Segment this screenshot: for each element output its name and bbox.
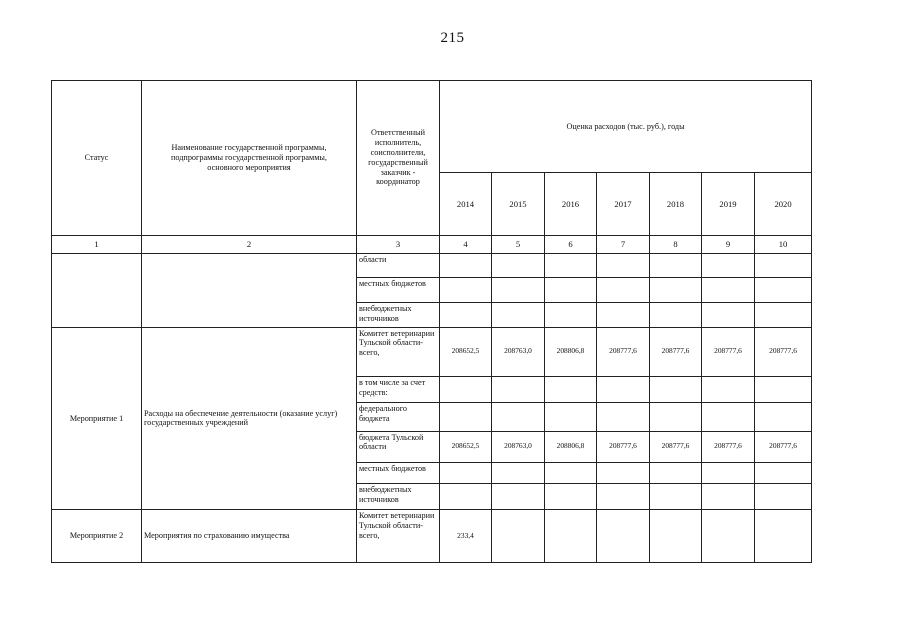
- value-cell: 208777,6: [755, 431, 812, 462]
- column-number: 2: [142, 235, 357, 253]
- value-cell: 208777,6: [702, 327, 755, 377]
- value-cell: [702, 462, 755, 483]
- status-cell: Мероприятие 2: [52, 510, 142, 563]
- funding-source-cell: федерального бюджета: [357, 403, 440, 431]
- value-cell: [650, 510, 702, 563]
- funding-source-cell: области: [357, 253, 440, 277]
- column-number: 6: [545, 235, 597, 253]
- value-cell: 208652,5: [440, 431, 492, 462]
- value-cell: [702, 303, 755, 327]
- year-cell: 2019: [702, 172, 755, 235]
- value-cell: [597, 278, 650, 303]
- year-cell: 2020: [755, 172, 812, 235]
- value-cell: [650, 278, 702, 303]
- value-cell: 208763,0: [492, 431, 545, 462]
- value-cell: [702, 484, 755, 510]
- value-cell: [755, 510, 812, 563]
- value-cell: 208806,8: [545, 327, 597, 377]
- value-cell: 208763,0: [492, 327, 545, 377]
- value-cell: [492, 253, 545, 277]
- value-cell: 208777,6: [597, 431, 650, 462]
- value-cell: [650, 303, 702, 327]
- value-cell: [545, 253, 597, 277]
- value-cell: [440, 403, 492, 431]
- year-cell: 2015: [492, 172, 545, 235]
- year-cell: 2017: [597, 172, 650, 235]
- value-cell: [702, 377, 755, 403]
- value-cell: [440, 377, 492, 403]
- funding-source-cell: внебюджетных источников: [357, 484, 440, 510]
- value-cell: [545, 484, 597, 510]
- value-cell: [755, 484, 812, 510]
- value-cell: [492, 377, 545, 403]
- column-number: 9: [702, 235, 755, 253]
- table-row: [52, 253, 812, 277]
- value-cell: [597, 403, 650, 431]
- funding-source-cell: бюджета Тульской области: [357, 431, 440, 462]
- value-cell: [492, 278, 545, 303]
- value-cell: [597, 253, 650, 277]
- value-cell: [702, 278, 755, 303]
- header-responsible: Ответственный исполнитель, соисполнители, государственный заказчик - координатор: [357, 81, 440, 236]
- value-cell: [545, 403, 597, 431]
- value-cell: [755, 303, 812, 327]
- value-cell: [650, 403, 702, 431]
- value-cell: [545, 377, 597, 403]
- column-number: 8: [650, 235, 702, 253]
- value-cell: [440, 462, 492, 483]
- value-cell: [650, 484, 702, 510]
- value-cell: [650, 377, 702, 403]
- column-number: 5: [492, 235, 545, 253]
- value-cell: [650, 253, 702, 277]
- column-number: 10: [755, 235, 812, 253]
- value-cell: [492, 303, 545, 327]
- value-cell: [545, 278, 597, 303]
- year-cell: 2016: [545, 172, 597, 235]
- value-cell: [755, 403, 812, 431]
- value-cell: 208777,6: [702, 431, 755, 462]
- value-cell: [597, 462, 650, 483]
- funding-source-cell: внебюджетных источников: [357, 303, 440, 327]
- year-cell: 2018: [650, 172, 702, 235]
- header-expenses: Оценка расходов (тыс. руб.), годы: [440, 81, 812, 173]
- year-cell: 2014: [440, 172, 492, 235]
- value-cell: [492, 510, 545, 563]
- value-cell: 208777,6: [650, 431, 702, 462]
- value-cell: [492, 484, 545, 510]
- value-cell: [492, 403, 545, 431]
- value-cell: 208777,6: [650, 327, 702, 377]
- value-cell: [702, 253, 755, 277]
- value-cell: [755, 253, 812, 277]
- value-cell: [440, 484, 492, 510]
- name-cell-empty: [142, 253, 357, 327]
- value-cell: [650, 462, 702, 483]
- value-cell: [597, 510, 650, 563]
- column-number: 4: [440, 235, 492, 253]
- value-cell: 208652,5: [440, 327, 492, 377]
- value-cell: [755, 377, 812, 403]
- value-cell: 233,4: [440, 510, 492, 563]
- status-cell: Мероприятие 1: [52, 327, 142, 510]
- funding-source-cell: местных бюджетов: [357, 462, 440, 483]
- status-cell-empty: [52, 253, 142, 327]
- value-cell: [440, 303, 492, 327]
- measure-name-cell: Мероприятия по страхованию имущества: [142, 510, 357, 563]
- value-cell: [545, 303, 597, 327]
- value-cell: [440, 278, 492, 303]
- value-cell: [755, 278, 812, 303]
- value-cell: [440, 253, 492, 277]
- header-name: Наименование государственной программы, подпрограммы государственной программы, основного мероприятия: [142, 81, 357, 236]
- column-number: 7: [597, 235, 650, 253]
- column-number: 3: [357, 235, 440, 253]
- measure-name-cell: Расходы на обеспечение деятельности (оказание услуг) государственных учреждений: [142, 327, 357, 510]
- value-cell: [702, 510, 755, 563]
- value-cell: [492, 462, 545, 483]
- value-cell: 208806,8: [545, 431, 597, 462]
- value-cell: [597, 303, 650, 327]
- funding-source-cell: местных бюджетов: [357, 278, 440, 303]
- funding-source-cell: в том числе за счет средств:: [357, 377, 440, 403]
- page-number: 215: [440, 30, 465, 46]
- value-cell: 208777,6: [755, 327, 812, 377]
- table-row: [52, 510, 812, 563]
- value-cell: [755, 462, 812, 483]
- header-row: [52, 81, 812, 173]
- funding-source-cell: Комитет ветеринарии Тульской области- всего,: [357, 510, 440, 563]
- value-cell: [545, 510, 597, 563]
- value-cell: [597, 377, 650, 403]
- value-cell: [597, 484, 650, 510]
- funding-source-cell: Комитет ветеринарии Тульской области- всего,: [357, 327, 440, 377]
- column-number: 1: [52, 235, 142, 253]
- table-row: [52, 327, 812, 377]
- column-numbers-row: [52, 235, 812, 253]
- value-cell: [702, 403, 755, 431]
- header-status: Статус: [52, 81, 142, 236]
- budget-table: [51, 80, 812, 563]
- value-cell: 208777,6: [597, 327, 650, 377]
- value-cell: [545, 462, 597, 483]
